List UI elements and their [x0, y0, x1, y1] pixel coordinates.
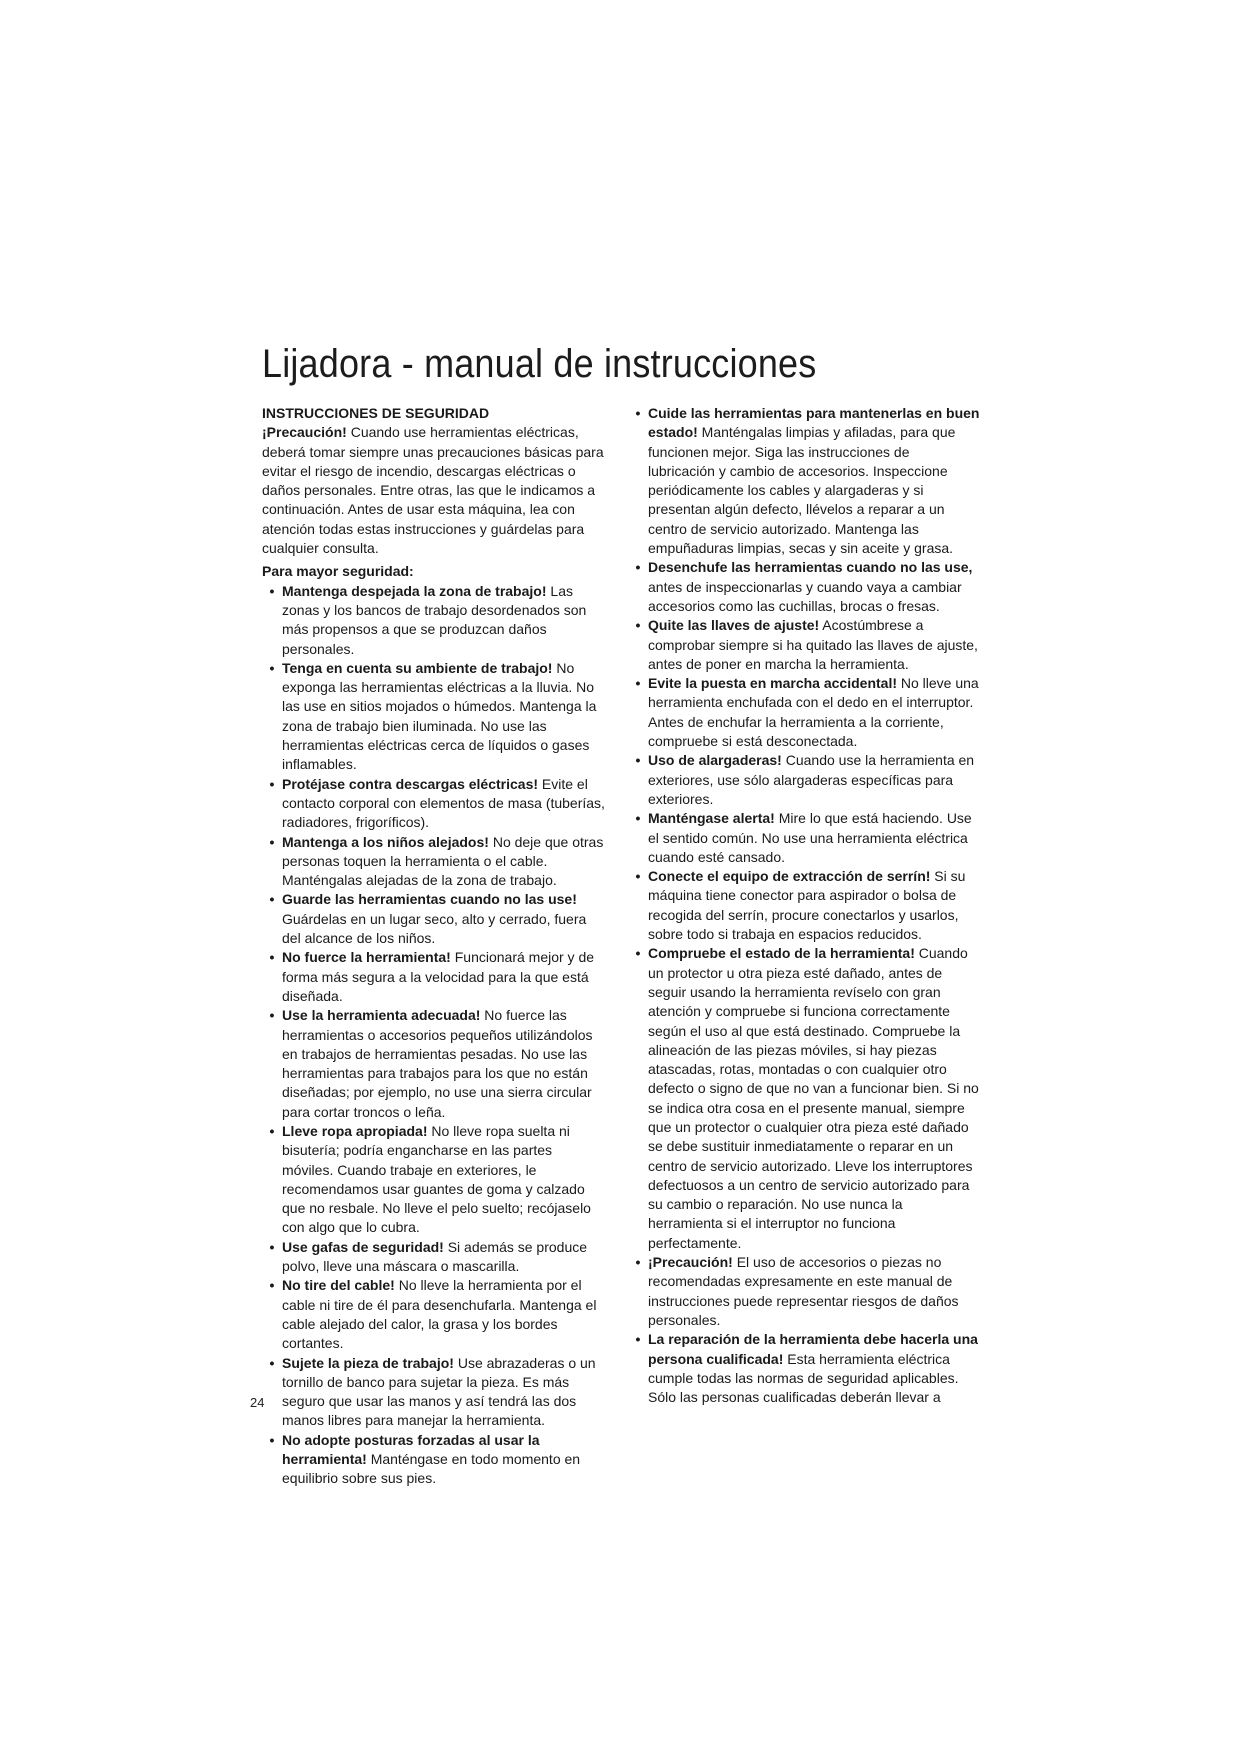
list-item [262, 890, 607, 948]
item-lead: Desenchufe las herramientas cuando no las use, [648, 559, 973, 576]
item-text: El uso de accesorios o piezas no recomendadas expresamente en este manual de instrucciones puede representar riesgos de daños personales. [648, 1254, 959, 1328]
item-text: Funcionará mejor y de forma más segura a la velocidad para la que está diseñada. [282, 949, 595, 1004]
bullet-icon: • [635, 1331, 641, 1348]
list-item [262, 1122, 607, 1238]
list-item [262, 775, 607, 833]
item-text: No lleve ropa suelta ni bisutería; podría engancharse en las partes móviles. Cuando trabaje en exteriores, le recomendamos usar guantes de goma y calzado que no resbale. No lleve el pelo suelto; recójaselo con algo que lo cubra. [282, 1122, 591, 1236]
bullet-icon: • [635, 945, 641, 962]
item-text: No exponga las herramientas eléctricas a la lluvia. No las use en sitios mojados o húmedos. Mantenga la zona de trabajo bien iluminada. No use las herramientas eléctricas cerca de líquidos o gases inflamables. [282, 659, 597, 773]
bullet-icon: • [635, 810, 641, 827]
list-item [262, 833, 607, 891]
item-lead: ¡Precaución! [648, 1254, 733, 1271]
list-item [262, 1238, 607, 1277]
right-column [628, 404, 980, 1407]
bullet-icon: • [269, 891, 275, 908]
item-text: antes de inspeccionarlas y cuando vaya a cambiar accesorios como las cuchillas, brocas o fresas. [648, 578, 962, 614]
list-item [262, 1276, 607, 1353]
bullet-icon: • [635, 405, 641, 421]
item-text: Cuando un protector u otra pieza esté dañado, antes de seguir usando la herramienta revíselo con gran atención y compruebe si funciona correctamente según el uso al que está destinado. Compruebe la alineación de las piezas móviles, si hay piezas atascadas, rotas, montadas o con cualquier otro defecto o signo de que no van a funcionar bien. Si no se indica otra cosa en el presente manual, siempre que un protector o cualquier otra pieza esté dañado se debe sustituir inmediatamente o reparar en un centro de servicio autorizado. Lleve los interruptores defectuosos a un centro de servicio autorizado para su cambio o reparación. No use nunca la herramienta si el interruptor no funciona perfectamente. [648, 945, 979, 1251]
intro-lead: ¡Precaución! [262, 424, 347, 441]
item-lead: Compruebe el estado de la herramienta! [648, 945, 915, 962]
item-text: Si además se produce polvo, lleve una máscara o mascarilla. [282, 1238, 588, 1275]
item-text: Manténgase en todo momento en equilibrio sobre sus pies. [282, 1451, 581, 1487]
item-text: Esta herramienta eléctrica cumple todas las normas de seguridad aplicables. Sólo las personas cualificadas deberán llevar a [648, 1350, 959, 1406]
bullet-icon: • [269, 1431, 275, 1448]
bullet-icon: • [635, 752, 641, 769]
item-lead: Uso de alargaderas! [648, 752, 782, 769]
item-lead: Guarde las herramientas cuando no las use! [282, 891, 577, 908]
item-text: Guárdelas en un lugar seco, alto y cerrado, fuera del alcance de los niños. [282, 910, 587, 947]
list-item [628, 944, 980, 1253]
bullet-icon: • [635, 675, 641, 692]
item-lead: Mantenga despejada la zona de trabajo! [282, 582, 547, 599]
item-text: No deje que otras personas toquen la herramienta o el cable. Manténgalas alejadas de la zona de trabajo. [282, 833, 604, 889]
subheading: Para mayor seguridad: [262, 563, 414, 580]
item-text: Manténgalas limpias y afiladas, para que funcionen mejor. Siga las instrucciones de lubricación y cambio de accesorios. Inspeccione periódicamente los cables y alargaderas y si presentan algún defecto, llévelos a reparar a un centro de servicio autorizado. Mantenga las empuñaduras limpias, secas y sin aceite y grasa. [648, 424, 956, 557]
bullet-icon: • [269, 659, 275, 676]
item-text: No lleve una herramienta enchufada con el dedo en el interruptor. Antes de enchufar la herramienta a la corriente, compruebe si está desconectada. [648, 675, 979, 750]
item-lead: Protéjase contra descargas eléctricas! [282, 775, 539, 792]
item-lead: Conecte el equipo de extracción de serrín! [648, 868, 931, 885]
list-item [262, 1431, 607, 1489]
list-item [628, 1330, 980, 1407]
item-text: Cuando use la herramienta en exteriores, use sólo alargaderas específicas para exteriores. [648, 752, 975, 807]
item-lead: Quite las llaves de ajuste! [648, 617, 820, 634]
item-lead: No tire del cable! [282, 1277, 395, 1294]
bullet-icon: • [269, 1007, 275, 1024]
item-lead: Lleve ropa apropiada! [282, 1122, 428, 1139]
list-item [628, 867, 980, 944]
list-item [628, 1253, 980, 1330]
bullet-icon: • [635, 1254, 641, 1271]
item-text: No fuerce las herramientas o accesorios pequeños utilizándolos en trabajos de herramientas pesadas. No use las herramientas para trabajos para los que no están diseñadas; por ejemplo, no use una sierra circular para cortar troncos o leña. [282, 1007, 593, 1120]
bullet-icon: • [269, 1238, 275, 1255]
item-text: Acostúmbrese a comprobar siempre si ha quitado las llaves de ajuste, antes de poner en marcha la herramienta. [648, 617, 978, 672]
item-text: Mire lo que está haciendo. Use el sentido común. No use una herramienta eléctrica cuando esté cansado. [648, 810, 972, 865]
item-text: Las zonas y los bancos de trabajo desordenados son más propensos a que se produzcan daños personales. [282, 582, 587, 657]
bullet-icon: • [269, 1277, 275, 1294]
item-lead: Cuide las herramientas para mantenerlas en buen estado! [648, 405, 980, 441]
list-item [262, 582, 607, 659]
item-lead: Evite la puesta en marcha accidental! [648, 675, 897, 692]
page-title: Lijadora - manual de instrucciones [262, 342, 817, 386]
list-item [262, 659, 607, 775]
item-lead: No fuerce la herramienta! [282, 949, 451, 966]
item-text: Evite el contacto corporal con elementos de masa (tuberías, radiadores, frigoríficos). [282, 775, 605, 831]
bullet-icon: • [269, 1354, 275, 1371]
section-heading: INSTRUCCIONES DE SEGURIDAD [262, 405, 490, 421]
list-item [628, 751, 980, 809]
item-lead: Sujete la pieza de trabajo! [282, 1354, 454, 1371]
bullet-icon: • [269, 775, 275, 792]
bullet-icon: • [269, 833, 275, 850]
list-item [628, 616, 980, 674]
list-item [262, 1006, 607, 1122]
bullet-icon: • [269, 582, 275, 599]
bullet-icon: • [269, 1122, 275, 1139]
list-item [262, 1354, 607, 1431]
bullet-icon: • [635, 617, 641, 634]
intro-paragraph [262, 423, 607, 558]
list-item [628, 404, 980, 558]
item-lead: Tenga en cuenta su ambiente de trabajo! [282, 659, 553, 676]
item-lead: La reparación de la herramienta debe hacerla una persona cualificada! [648, 1331, 978, 1367]
item-text: No lleve la herramienta por el cable ni tire de él para desenchufarla. Mantenga el cable alejado del calor, la grasa y los bordes cortantes. [282, 1277, 597, 1352]
item-lead: Mantenga a los niños alejados! [282, 833, 489, 850]
bullet-icon: • [635, 559, 641, 576]
page-number: 24 [250, 1395, 265, 1410]
item-lead: Manténgase alerta! [648, 810, 775, 827]
bullet-icon: • [269, 949, 275, 966]
item-lead: No adopte posturas forzadas al usar la herramienta! [282, 1431, 540, 1468]
item-lead: Use la herramienta adecuada! [282, 1007, 481, 1024]
item-lead: Use gafas de seguridad! [282, 1238, 444, 1255]
list-item [628, 558, 980, 616]
left-column [262, 404, 607, 1489]
item-text: Si su máquina tiene conector para aspirador o bolsa de recogida del serrín, procure conectarlos y usarlos, sobre todo si trabaja en espacios reducidos. [648, 868, 966, 943]
list-item [628, 674, 980, 751]
list-item [262, 948, 607, 1006]
item-text: Use abrazaderas o un tornillo de banco para sujetar la pieza. Es más seguro que usar las manos y así tendrá las dos manos libres para manejar la herramienta. [282, 1354, 596, 1429]
intro-text: Cuando use herramientas eléctricas, deberá tomar siempre unas precauciones básicas para evitar el riesgo de incendio, descargas eléctricas o daños personales. Entre otras, las que le indicamos a continuación. Antes de usar esta máquina, lea con atención todas estas instrucciones y guárdelas para cualquier consulta. [262, 424, 604, 557]
list-item [628, 809, 980, 867]
bullet-icon: • [635, 868, 641, 885]
